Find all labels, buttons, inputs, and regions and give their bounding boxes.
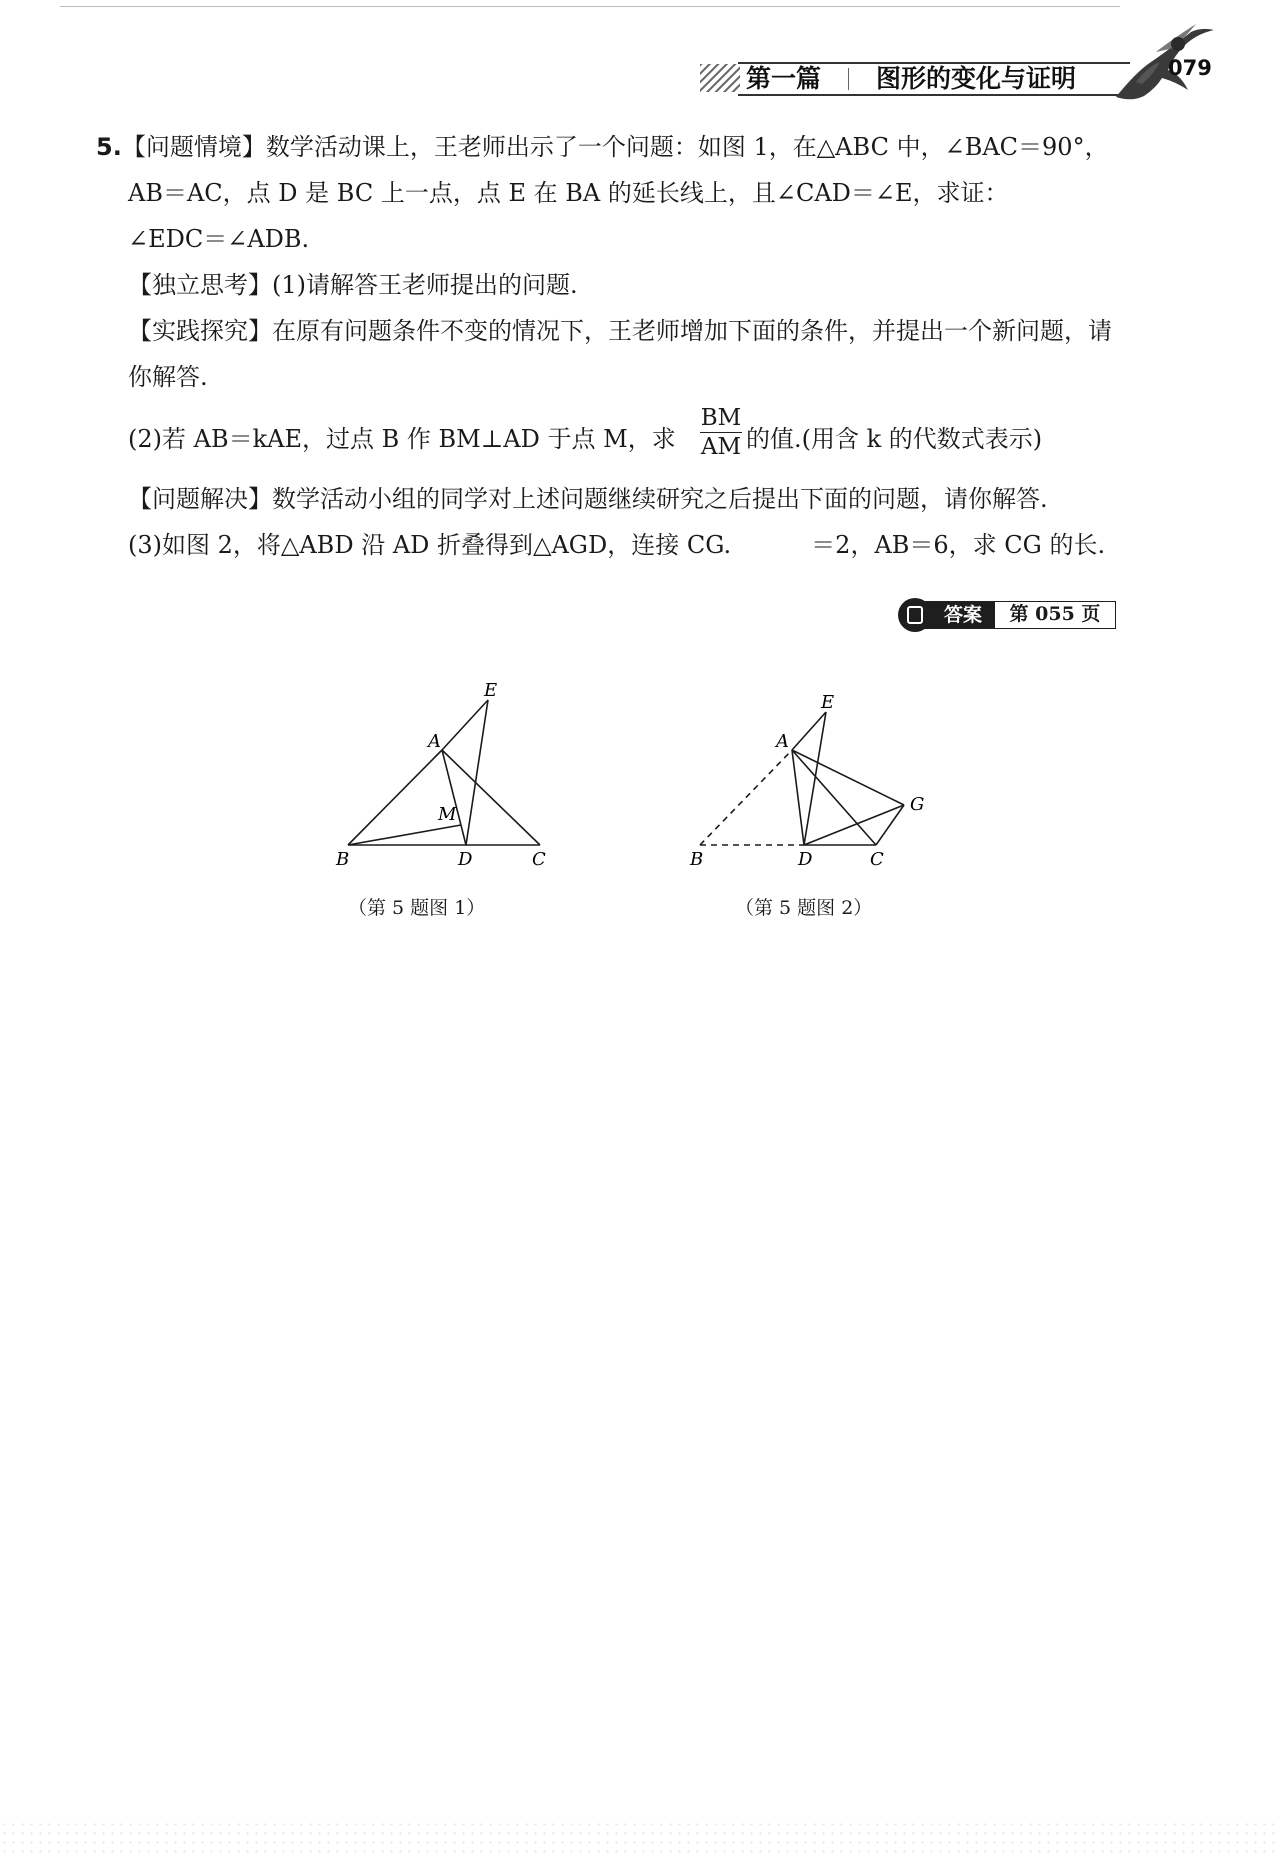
fraction-denominator: AM <box>700 434 742 460</box>
fraction-bm-am <box>698 404 744 461</box>
segment-dg <box>804 805 904 845</box>
header-part: 第一篇 <box>746 64 822 93</box>
problem-text-line: 你解答. <box>128 363 208 391</box>
label-d: D <box>458 849 473 870</box>
problem-text-line: 【问题情境】数学活动课上，王老师出示了一个问题：如图 1，在△ABC 中，∠BAC＝90°， <box>121 133 1109 161</box>
problem-text-line: ∠EDC＝∠ADB. <box>128 225 310 253</box>
header-chapter: 图形的变化与证明 <box>876 64 1077 93</box>
header-separator <box>848 68 849 90</box>
figure-2-caption: （第 5 题图 2） <box>735 897 873 919</box>
figure-1 <box>330 680 570 880</box>
segment-ac <box>442 750 540 845</box>
fraction-numerator: BM <box>700 405 742 431</box>
problem-line-1 <box>96 124 1109 170</box>
label-c: C <box>870 849 884 870</box>
label-e: E <box>484 680 498 701</box>
hatch-decoration <box>700 64 740 92</box>
label-d: D <box>798 849 813 870</box>
label-b: B <box>690 849 704 870</box>
scan-dot-band <box>0 1820 1280 1858</box>
figure-2 <box>680 680 940 880</box>
label-a: A <box>428 731 441 752</box>
problem-part-3 <box>128 522 1105 568</box>
label-c: C <box>532 849 546 870</box>
answer-page-ref: 第 055 页 <box>994 601 1116 629</box>
label-g: G <box>910 794 925 815</box>
question-number: 5. <box>96 133 122 161</box>
segment-ad <box>792 750 804 845</box>
label-e: E <box>821 692 835 713</box>
top-border <box>60 6 1120 7</box>
problem-part-2 <box>128 416 676 462</box>
answer-label: 答案 <box>924 601 994 629</box>
label-m: M <box>438 804 457 825</box>
segment-ac <box>792 750 876 845</box>
segment-ed <box>466 700 488 845</box>
part3-text: (3)如图 2，将△ABD 沿 AD 折叠得到△AGD，连接 CG. <box>128 531 732 559</box>
problem-text-line: 【独立思考】(1)请解答王老师提出的问题. <box>128 271 578 299</box>
problem-text-line: 【实践探究】在原有问题条件不变的情况下，王老师增加下面的条件，并提出一个新问题，请 <box>128 317 1112 345</box>
page-header <box>700 50 1220 110</box>
label-b: B <box>336 849 350 870</box>
problem-text-line: AB＝AC，点 D 是 BC 上一点，点 E 在 BA 的延长线上，且∠CAD＝∠E，求证： <box>128 179 1009 207</box>
problem-text-line: 【问题解决】数学活动小组的同学对上述问题继续研究之后提出下面的问题，请你解答. <box>128 485 1048 513</box>
part2-prefix: (2)若 AB＝kAE，过点 B 作 BM⊥AD 于点 M，求 <box>128 425 676 453</box>
segment-ba-dashed <box>700 750 792 845</box>
figure-1-caption: （第 5 题图 1） <box>348 897 486 919</box>
segment-ag <box>792 750 904 805</box>
part3-tail: ＝2，AB＝6，求 CG 的长. <box>811 531 1106 559</box>
label-a: A <box>776 731 789 752</box>
part2-suffix: 的值.(用含 k 的代数式表示) <box>746 425 1043 453</box>
answer-icon <box>898 598 932 632</box>
segment-ad <box>442 750 466 845</box>
page-number: 079 <box>1168 56 1212 80</box>
